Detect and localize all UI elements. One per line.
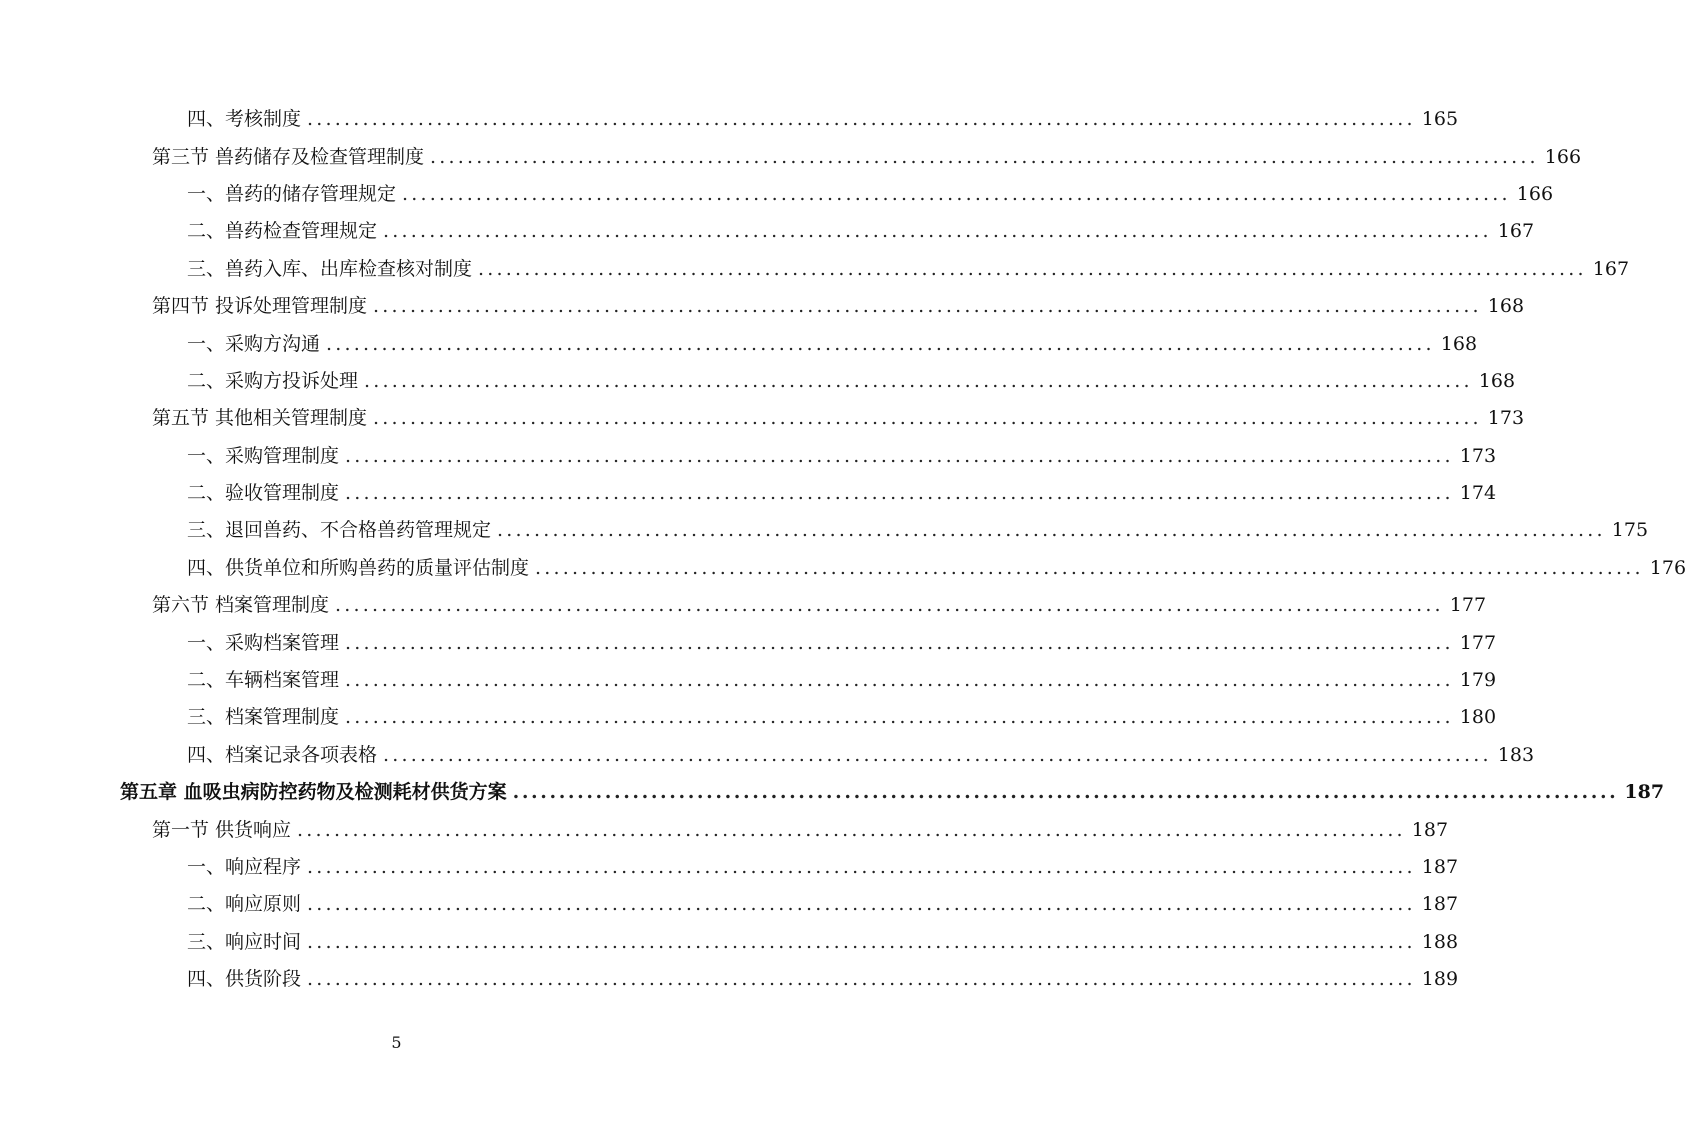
toc-entry [0,849,1459,886]
dot-leader: ........................................................................................................................ [345,444,1454,467]
toc-entry [0,811,1449,848]
dot-leader: ........................................................................................................................ [307,108,1416,131]
toc-entry [0,400,1525,437]
toc-entry-title: 第六节 档案管理制度 [152,594,330,617]
toc-entry-title: 四、档案记录各项表格 [187,743,378,766]
toc-entry [0,737,1535,774]
table-of-contents [0,101,1686,998]
dot-leader: ........................................................................................................................ [373,407,1482,430]
toc-entry-title: 三、响应时间 [187,930,302,953]
toc-entry [0,213,1535,250]
toc-entry [0,438,1497,475]
dot-leader: ........................................................................................................................ [535,556,1644,579]
toc-entry-page: 183 [1497,743,1535,766]
toc-entry [0,176,1554,213]
toc-entry-page: 173 [1459,444,1497,467]
toc-entry-title: 一、采购方沟通 [187,332,321,355]
toc-entry [0,961,1459,998]
toc-entry-page: 179 [1459,669,1497,692]
toc-entry [0,363,1516,400]
dot-leader: ........................................................................................................................ [297,818,1406,841]
dot-leader: ........................................................................................................................ [307,893,1416,916]
dot-leader: ........................................................................................................................ [345,631,1454,654]
toc-entry [0,512,1649,549]
toc-entry-page: 168 [1440,332,1478,355]
toc-entry-page: 187 [1421,856,1459,878]
page-number: 5 [391,1033,402,1052]
toc-entry [0,101,1459,138]
toc-entry-page: 166 [1544,145,1582,168]
toc-entry-page: 168 [1487,295,1525,318]
toc-entry-page: 167 [1592,257,1630,280]
toc-entry-page: 166 [1516,182,1554,205]
toc-entry-title: 四、考核制度 [187,108,302,131]
toc-entry-title: 二、车辆档案管理 [187,669,340,692]
toc-entry-page: 189 [1421,968,1459,991]
toc-entry-page: 175 [1611,519,1649,542]
dot-leader: ........................................................................................................................ [345,706,1454,729]
toc-entry [0,587,1487,624]
dot-leader: ........................................................................................................................ [307,968,1416,991]
toc-entry-page: 187 [1411,818,1449,841]
dot-leader: ........................................................................................................................ [383,743,1492,766]
toc-entry-page: 177 [1459,631,1497,654]
toc-entry-title: 四、供货阶段 [187,968,302,991]
toc-entry [0,624,1497,661]
toc-entry-title: 第四节 投诉处理管理制度 [152,295,368,318]
toc-entry-chapter [0,774,1665,811]
toc-entry-title: 一、采购档案管理 [187,631,340,654]
dot-leader: ........................................................................................................................ [345,669,1454,692]
toc-entry [0,550,1686,587]
dot-leader: ........................................................................................................................ [345,482,1454,505]
toc-entry-page: 168 [1478,369,1516,392]
toc-entry-title: 第一节 供货响应 [152,818,292,841]
toc-entry [0,325,1478,362]
dot-leader: ........................................................................................................................ [512,781,1619,804]
toc-entry [0,924,1459,961]
toc-entry-title: 四、供货单位和所购兽药的质量评估制度 [187,556,530,579]
toc-entry-page: 177 [1449,594,1487,617]
toc-entry-page: 188 [1421,930,1459,953]
toc-entry-title: 一、采购管理制度 [187,444,340,467]
toc-entry [0,886,1459,923]
toc-entry-page: 180 [1459,706,1497,729]
dot-leader: ........................................................................................................................ [326,332,1435,355]
toc-entry-title: 二、采购方投诉处理 [187,369,359,392]
toc-entry-page: 165 [1421,108,1459,131]
toc-entry [0,138,1582,175]
toc-entry-title: 二、验收管理制度 [187,482,340,505]
toc-entry-title: 三、退回兽药、不合格兽药管理规定 [187,519,492,542]
toc-entry-title: 第五节 其他相关管理制度 [152,407,368,430]
toc-entry [0,251,1630,288]
toc-entry-title: 三、兽药入库、出库检查核对制度 [187,257,473,280]
toc-entry [0,288,1525,325]
toc-entry-page: 174 [1459,482,1497,505]
toc-entry-title: 第五章 血吸虫病防控药物及检测耗材供货方案 [120,781,507,804]
dot-leader: ........................................................................................................................ [373,295,1482,318]
toc-entry-title: 一、响应程序 [187,856,302,878]
dot-leader: ........................................................................................................................ [478,257,1587,280]
dot-leader: ........................................................................................................................ [335,594,1444,617]
toc-entry-page: 176 [1649,556,1686,579]
toc-entry-title: 二、兽药检查管理规定 [187,220,378,243]
dot-leader: ........................................................................................................................ [364,369,1473,392]
dot-leader: ........................................................................................................................ [307,856,1416,878]
toc-entry-page: 173 [1487,407,1525,430]
toc-entry-page: 187 [1624,781,1665,804]
toc-entry [0,662,1497,699]
toc-entry-title: 第三节 兽药储存及检查管理制度 [152,145,425,168]
toc-entry [0,475,1497,512]
toc-entry-title: 二、响应原则 [187,893,302,916]
dot-leader: ........................................................................................................................ [307,930,1416,953]
toc-entry [0,699,1497,736]
dot-leader: ........................................................................................................................ [383,220,1492,243]
dot-leader: ........................................................................................................................ [497,519,1606,542]
dot-leader: ........................................................................................................................ [430,145,1539,168]
toc-entry-title: 三、档案管理制度 [187,706,340,729]
dot-leader: ........................................................................................................................ [402,182,1511,205]
toc-entry-page: 187 [1421,893,1459,916]
toc-entry-title: 一、兽药的储存管理规定 [187,182,397,205]
toc-entry-page: 167 [1497,220,1535,243]
